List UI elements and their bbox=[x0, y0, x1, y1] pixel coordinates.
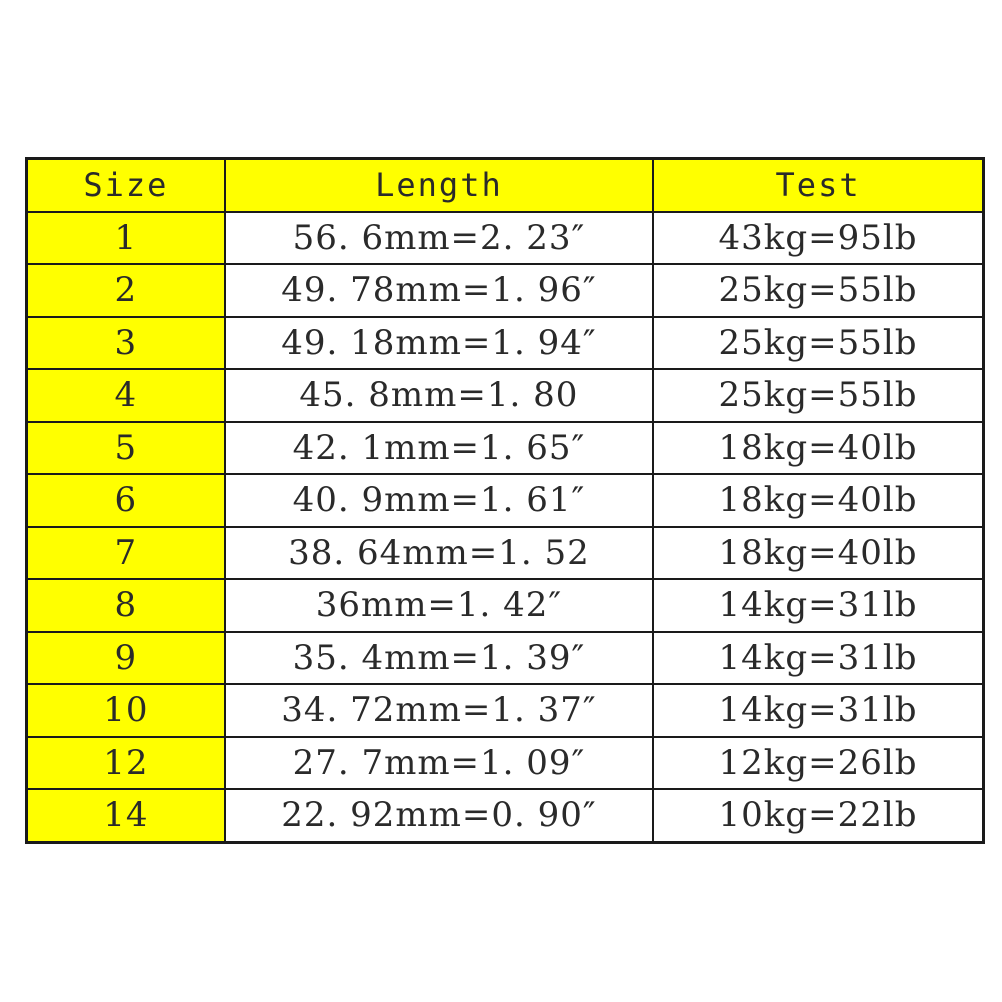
cell-length: 49. 78mm=1. 96″ bbox=[225, 264, 653, 317]
table-row bbox=[27, 369, 984, 422]
cell-size: 2 bbox=[27, 264, 225, 317]
cell-test: 25kg=55lb bbox=[653, 264, 983, 317]
table-header-row bbox=[27, 159, 984, 212]
cell-size: 3 bbox=[27, 317, 225, 370]
cell-length: 22. 92mm=0. 90″ bbox=[225, 789, 653, 842]
cell-size: 6 bbox=[27, 474, 225, 527]
cell-size: 4 bbox=[27, 369, 225, 422]
table-row bbox=[27, 317, 984, 370]
cell-length: 56. 6mm=2. 23″ bbox=[225, 212, 653, 265]
cell-length: 40. 9mm=1. 61″ bbox=[225, 474, 653, 527]
cell-size: 9 bbox=[27, 632, 225, 685]
cell-size: 10 bbox=[27, 684, 225, 737]
cell-test: 18kg=40lb bbox=[653, 474, 983, 527]
cell-length: 42. 1mm=1. 65″ bbox=[225, 422, 653, 475]
cell-test: 14kg=31lb bbox=[653, 632, 983, 685]
cell-length: 34. 72mm=1. 37″ bbox=[225, 684, 653, 737]
cell-size: 12 bbox=[27, 737, 225, 790]
table-row bbox=[27, 422, 984, 475]
cell-test: 12kg=26lb bbox=[653, 737, 983, 790]
cell-length: 27. 7mm=1. 09″ bbox=[225, 737, 653, 790]
table-row bbox=[27, 527, 984, 580]
cell-test: 14kg=31lb bbox=[653, 579, 983, 632]
cell-size: 1 bbox=[27, 212, 225, 265]
cell-test: 14kg=31lb bbox=[653, 684, 983, 737]
cell-size: 7 bbox=[27, 527, 225, 580]
cell-test: 25kg=55lb bbox=[653, 369, 983, 422]
cell-length: 45. 8mm=1. 80 bbox=[225, 369, 653, 422]
table-row bbox=[27, 632, 984, 685]
cell-length: 35. 4mm=1. 39″ bbox=[225, 632, 653, 685]
table-row bbox=[27, 579, 984, 632]
size-table bbox=[25, 157, 985, 844]
header-length: Length bbox=[225, 159, 653, 212]
header-test: Test bbox=[653, 159, 983, 212]
size-chart bbox=[25, 157, 985, 844]
cell-size: 5 bbox=[27, 422, 225, 475]
table-row bbox=[27, 212, 984, 265]
cell-size: 14 bbox=[27, 789, 225, 842]
header-size: Size bbox=[27, 159, 225, 212]
cell-test: 18kg=40lb bbox=[653, 527, 983, 580]
cell-test: 25kg=55lb bbox=[653, 317, 983, 370]
cell-length: 49. 18mm=1. 94″ bbox=[225, 317, 653, 370]
table-row bbox=[27, 737, 984, 790]
cell-length: 38. 64mm=1. 52 bbox=[225, 527, 653, 580]
table-row bbox=[27, 684, 984, 737]
table-body bbox=[27, 212, 984, 843]
cell-length: 36mm=1. 42″ bbox=[225, 579, 653, 632]
table-row bbox=[27, 789, 984, 842]
cell-test: 43kg=95lb bbox=[653, 212, 983, 265]
table-row bbox=[27, 474, 984, 527]
table-row bbox=[27, 264, 984, 317]
cell-test: 18kg=40lb bbox=[653, 422, 983, 475]
cell-test: 10kg=22lb bbox=[653, 789, 983, 842]
cell-size: 8 bbox=[27, 579, 225, 632]
